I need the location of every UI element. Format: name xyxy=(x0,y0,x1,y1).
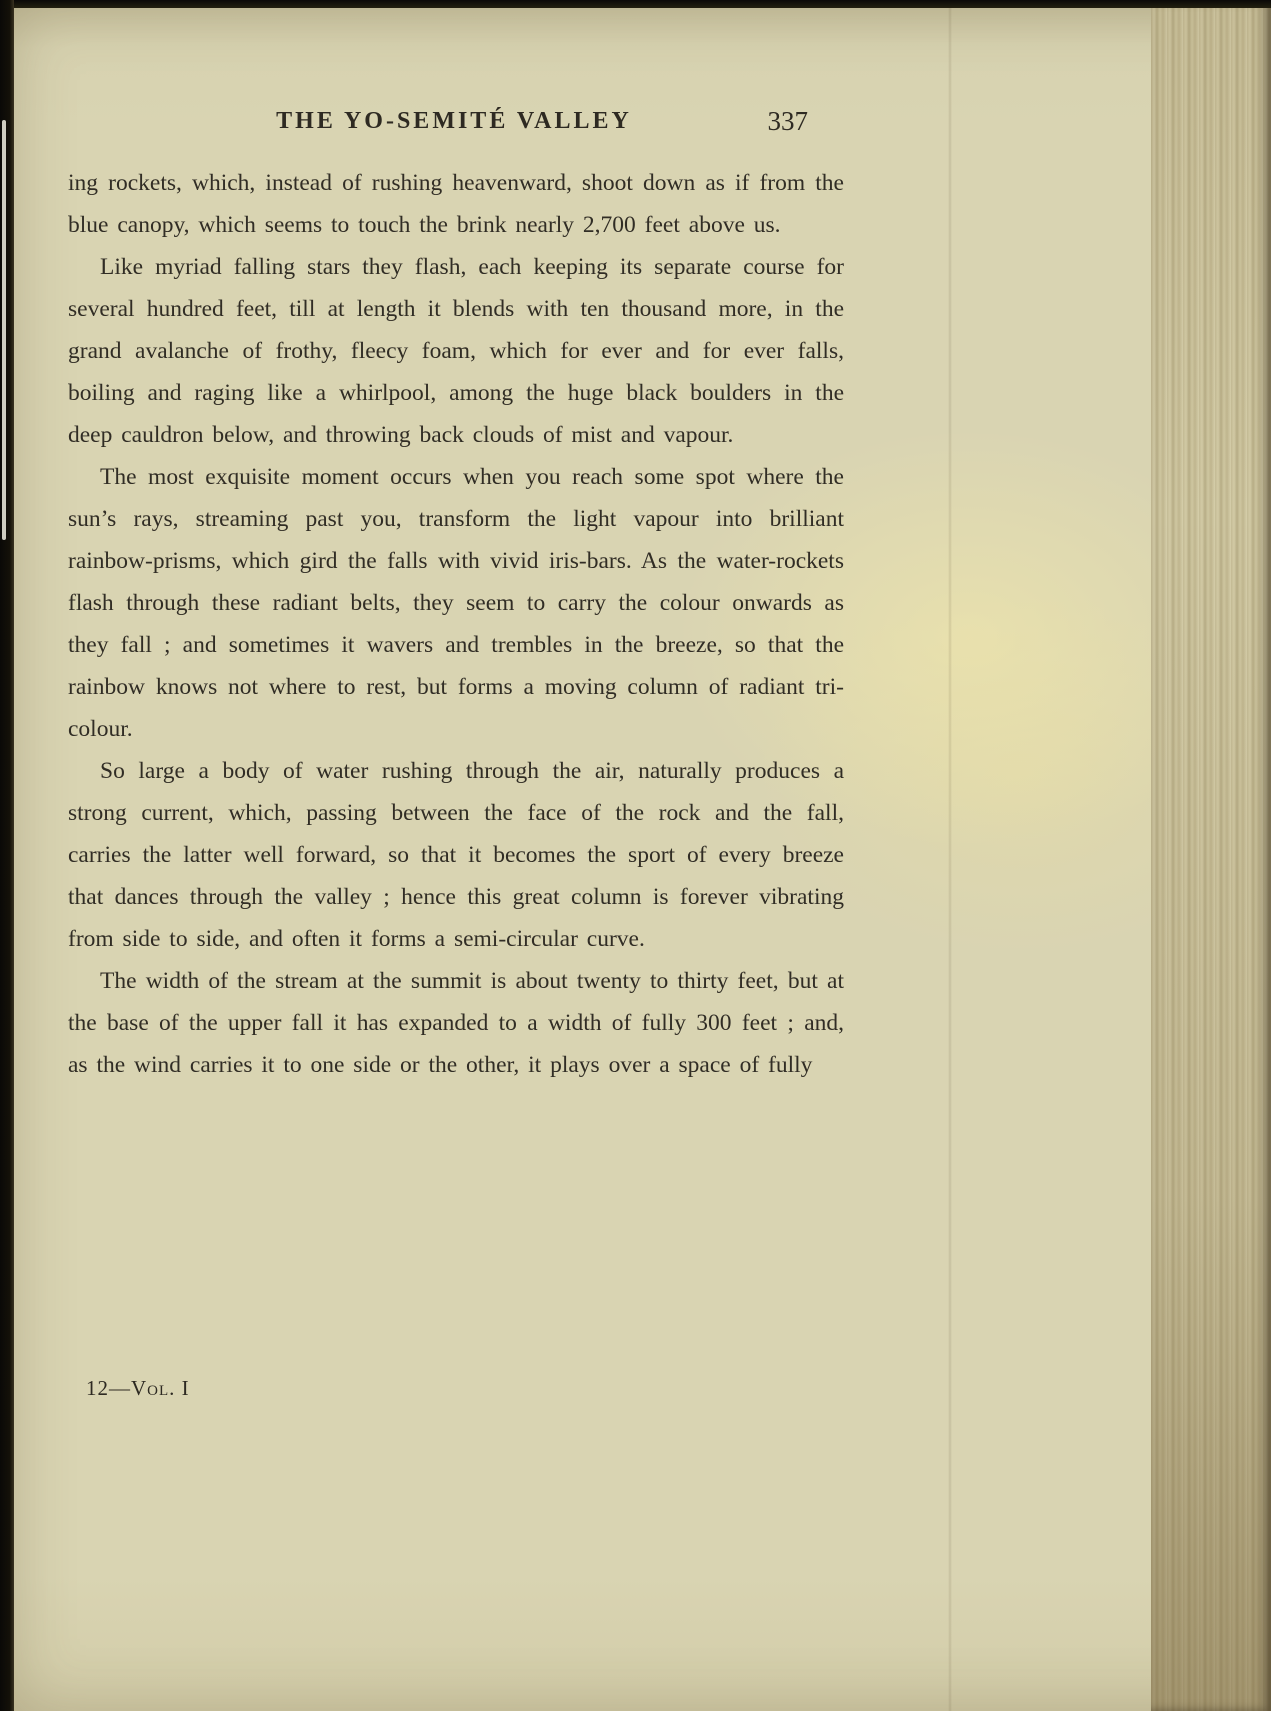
paragraph: Like myriad falling stars they flash, each keeping its separate course for several hundred feet, till at length it blends with ten thousand more, in the grand avalanche of frothy, fleecy foam, which for ever and for ever falls, boiling and raging like a whirlpool, among the huge black boulders in the deep cauldron below, and throwing back clouds of mist and vapour. xyxy=(68,254,844,448)
page-crease xyxy=(948,0,952,1711)
paragraph: The width of the stream at the summit is about twenty to thirty feet, but at the base of the upper fall it has expanded to a width of fully 300 feet ; and, as the wind carries it to one side or the other, it plays over a space of fully xyxy=(68,968,844,1078)
page-header xyxy=(68,108,840,142)
paragraph: So large a body of water rushing through the air, naturally produces a strong current, which, passing between the face of the rock and the fall, carries the latter well forward, so that it becomes the sport of every breeze that dances through the valley ; hence this great column is forever vibrating from side to side, and often it forms a semi-circular curve. xyxy=(68,758,844,952)
scan-edge-highlight xyxy=(2,120,6,540)
scan-edge-top xyxy=(0,0,1271,8)
page-number: 337 xyxy=(767,106,808,136)
scan-edge-left xyxy=(0,0,14,1711)
signature-mark: 12—Vol. I xyxy=(86,1376,190,1400)
fore-edge-page-stack xyxy=(1151,0,1271,1711)
paragraph: The most exquisite moment occurs when you reach some spot where the sun’s rays, streaming past you, transform the light vapour into brilliant rainbow-prisms, which gird the falls with vivid iris-bars. As the water-rockets flash through these radiant belts, they seem to carry the colour onwards as they fall ; and sometimes it wavers and trembles in the breeze, so that the rainbow knows not where to rest, but forms a moving column of radiant tri-colour. xyxy=(68,464,844,742)
running-header-title: THE YO-SEMITÉ VALLEY xyxy=(276,108,632,134)
body-text-block xyxy=(68,162,844,1086)
paragraph: ing rockets, which, instead of rushing heavenward, shoot down as if from the blue canopy, which seems to touch the brink nearly 2,700 feet above us. xyxy=(68,170,844,238)
